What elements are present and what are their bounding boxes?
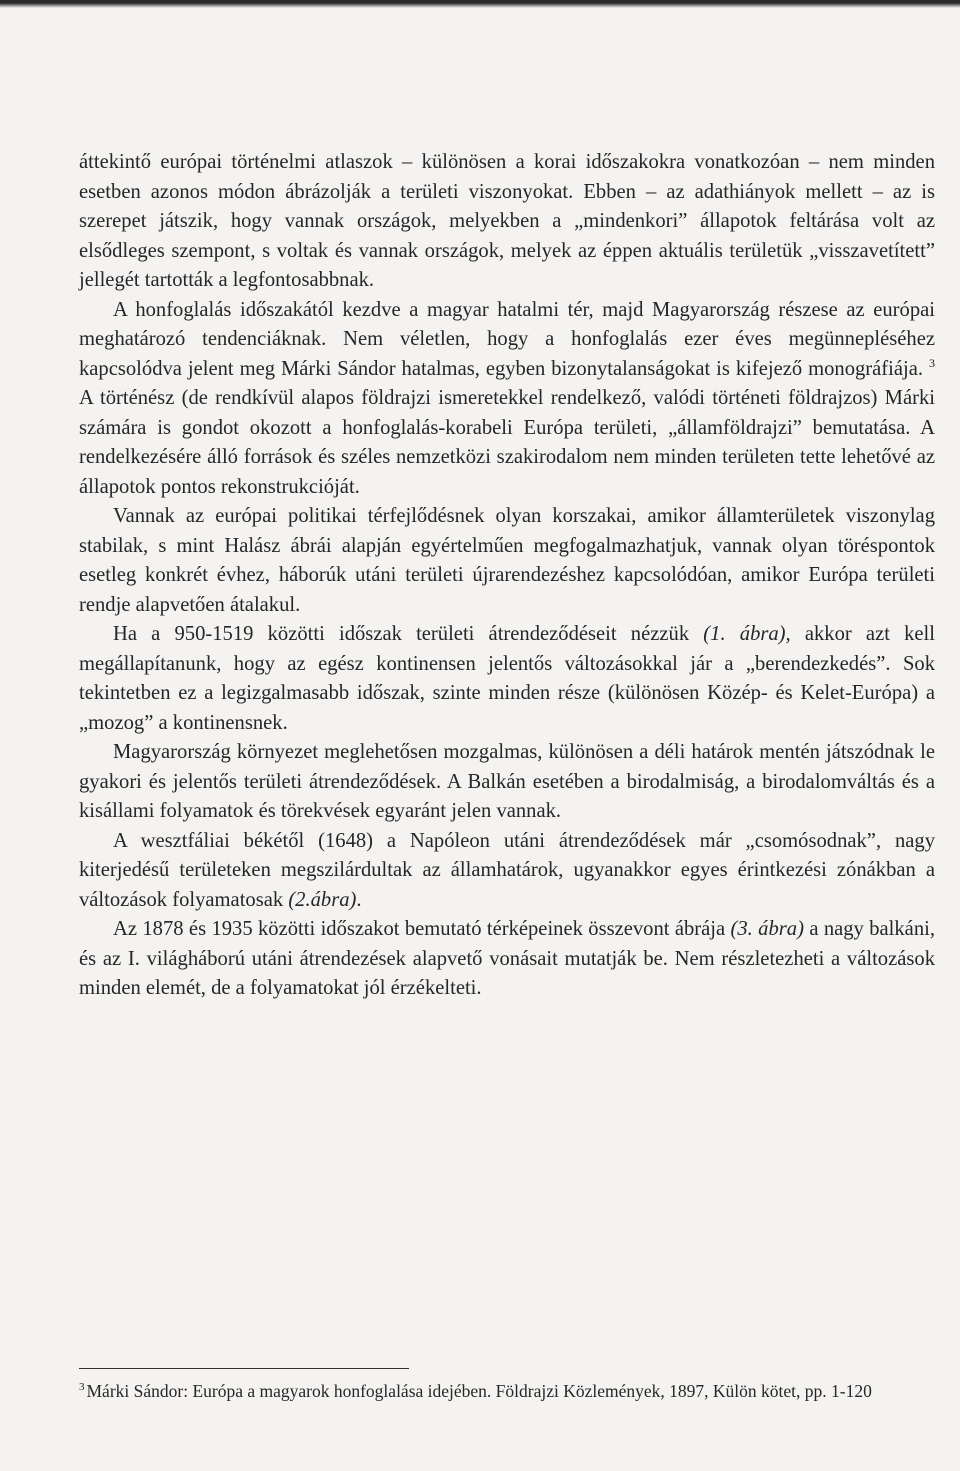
footnote-number: 3 <box>79 1381 85 1394</box>
footnote-reference: 3 <box>929 355 935 370</box>
body-text <box>79 148 935 1004</box>
paragraph-4-text-after: akkor azt kell megállapítanunk, hogy az egész kontinensen jelentős változásokkal jár a „berendezkedés”. Sok tekintetben ez a legizgalmasabb időszak, szinte minden része (különösen Közép- és Kelet-Európa) a „mozog” a kontinensnek. <box>79 623 935 734</box>
paragraph-5-text: Magyarország környezet meglehetősen mozgalmas, különösen a déli határok mentén játszódnak le gyakori és jelentős területi átrendeződések. A Balkán esetében a birodalmiság, a birodalomváltás és a kisállami folyamatok és törekvések egyaránt jelen vannak. <box>79 741 935 822</box>
paragraph-2-text-after: A történész (de rendkívül alapos földrajzi ismeretekkel rendelkező, valódi történeti földrajzos) Márki számára is gondot okozott a honfoglalás-korabeli Európa területi, „államföldrajzi” bemutatása. A rendelkezésére álló források és széles nemzetközi szakirodalom nem minden területen tette lehetővé az állapotok pontos rekonstrukcióját. <box>79 387 935 498</box>
paragraph-3-text: Vannak az európai politikai térfejlődésnek olyan korszakai, amikor államterületek viszonylag stabilak, s mint Halász ábrái alapján egyértelműen megfogalmazhatjuk, vannak olyan töréspontok esetleg konkrét évhez, háborúk utáni területi újrarendezéshez kapcsolódóan, amikor Európa területi rendje alapvetően átalakul. <box>79 505 935 616</box>
paragraph-6-text-before: A wesztfáliai békétől (1648) a Napóleon utáni átrendeződések már „csomósodnak”, nagy kiterjedésű területeken megszilárdultak az államhatárok, ugyanakkor egyes érintkezési zónákban a változások folyamatosak <box>79 829 935 911</box>
paragraph-2 <box>79 296 935 503</box>
paragraph-7-text-before: Az 1878 és 1935 közötti időszakot bemutató térképeinek összevont ábrája <box>113 918 731 940</box>
paragraph-5 <box>79 738 935 827</box>
footnote <box>79 1378 935 1404</box>
figure-ref-3: (3. ábra) <box>730 918 804 940</box>
paragraph-2-text-before: A honfoglalás időszakától kezdve a magyar hatalmi tér, majd Magyarország részese az európai meghatározó tendenciáknak. Nem véletlen, hogy a honfoglalás ezer éves megünnepléséhez kapcsolódva jelent meg Márki Sándor hatalmas, egyben bizonytalanságokat is kifejező monográfiája. <box>79 298 935 380</box>
footnote-divider <box>79 1368 409 1369</box>
paragraph-3 <box>79 502 935 620</box>
paragraph-7-text-after: a nagy balkáni, és az I. világháború utáni átrendezések alapvető vonásait mutatják be. Nem részletezheti a változások minden elemét, de a folyamatokat jól érzékelteti. <box>79 918 935 999</box>
scan-edge <box>0 0 960 8</box>
paragraph-4 <box>79 620 935 738</box>
figure-ref-2: (2.ábra) <box>288 888 357 911</box>
paragraph-4-text-before: Ha a 950-1519 közötti időszak területi átrendeződéseit nézzük <box>113 623 704 645</box>
paragraph-1 <box>79 148 935 296</box>
paragraph-6 <box>79 827 935 916</box>
paragraph-6-text-after: . <box>356 888 362 911</box>
footnote-text: Márki Sándor: Európa a magyarok honfoglalása idejében. Földrajzi Közlemények, 1897, Külön kötet, pp. 1-120 <box>86 1381 872 1401</box>
paragraph-7 <box>79 915 935 1004</box>
figure-ref-1: (1. ábra), <box>703 623 791 645</box>
paragraph-1-text: áttekintő európai történelmi atlaszok – különösen a korai időszakokra vonatkozóan – nem minden esetben azonos módon ábrázolják a területi viszonyokat. Ebben – az adathiányok mellett – az is szerepet játszik, hogy vannak országok, melyekben a „mindenkori” állapotok feltárása volt az elsődleges szempont, s voltak és vannak országok, melyek az éppen aktuális területük „visszavetített” jellegét tartották a legfontosabbnak. <box>79 151 935 291</box>
